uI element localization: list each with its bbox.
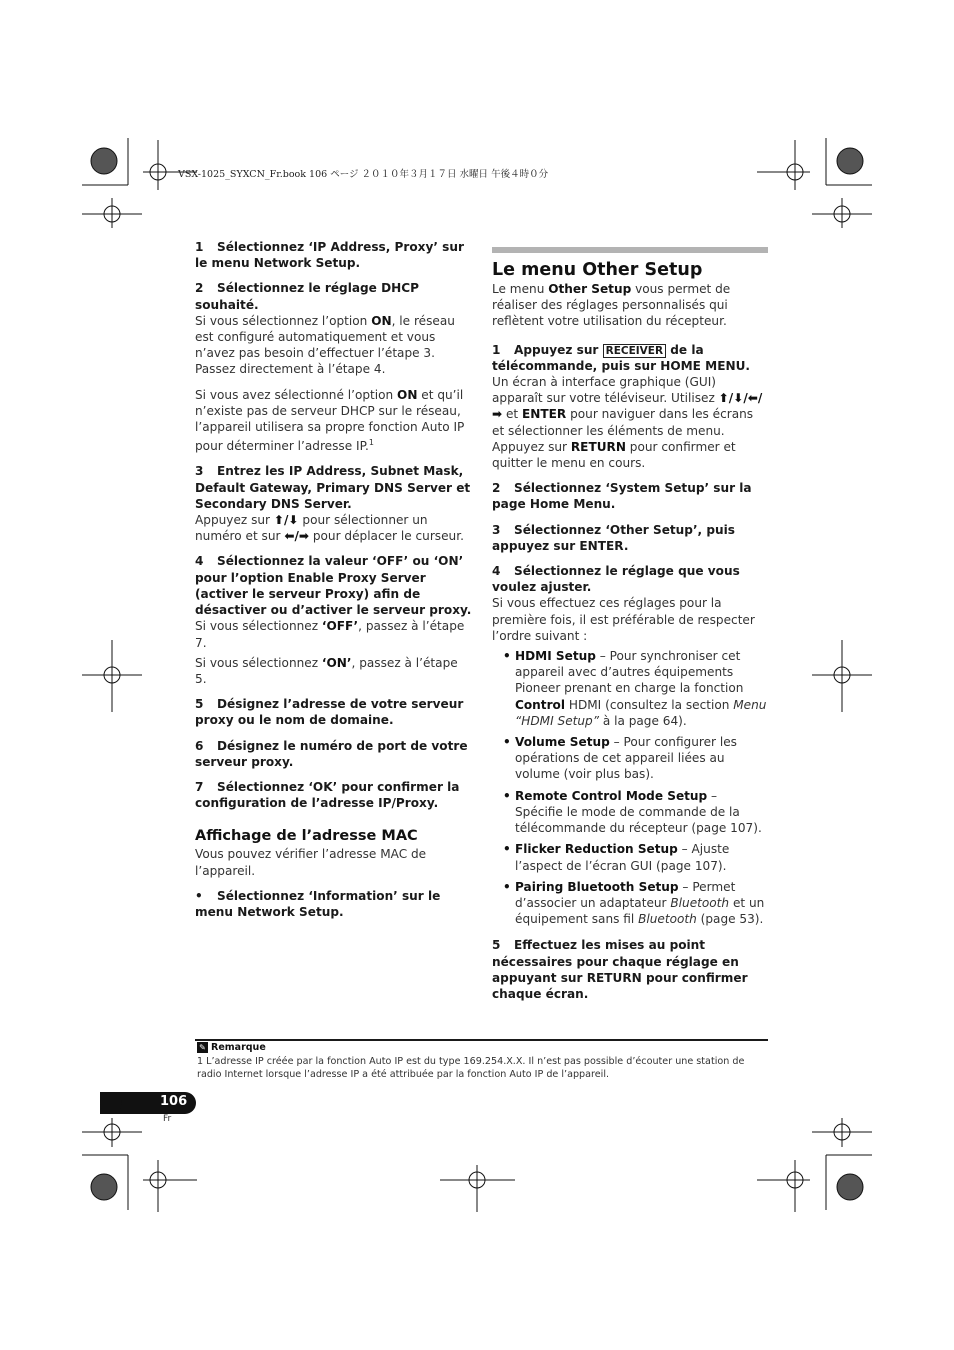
step-4-text: Si vous effectuez ces réglages pour la première fois, il est préférable de respecter l’ordre suivant : bbox=[492, 596, 755, 643]
mac-text: Vous pouvez vérifier l’adresse MAC de l’appareil. bbox=[195, 847, 427, 878]
step-4: 4 Sélectionnez la valeur ‘OFF’ ou ‘ON’ pour l’option Enable Proxy Server (activer le serveur Proxy) afin de désactiver ou d’activer le serveur proxy. bbox=[195, 554, 472, 618]
step-2: 2 Sélectionnez le réglage DHCP souhaité. bbox=[195, 281, 419, 312]
footnote-text: 1 L’adresse IP créée par la fonction Auto IP est du type 169.254.X.X. Il n’est pas possible d’écouter une station de radio Internet lorsque l’adresse IP a été attribuée par la fonction Auto IP de l’appareil. bbox=[197, 1056, 745, 1080]
step-4: 4 Sélectionnez le réglage que vous voulez ajuster. bbox=[492, 564, 740, 595]
intro-text: Le menu Other Setup vous permet de réaliser des réglages personnalisés qui reflètent votre utilisation du récepteur. bbox=[492, 282, 731, 329]
step-1: 1 Appuyez sur RECEIVER de la télécommande, puis sur HOME MENU. bbox=[492, 342, 750, 373]
step-3-text: Appuyez sur ⬆/⬇ pour sélectionner un numéro et sur ⬅/➡ pour déplacer le curseur. bbox=[195, 513, 464, 544]
mac-step: • Sélectionnez ‘Information’ sur le menu Network Setup. bbox=[195, 888, 441, 919]
page-number: 106 bbox=[160, 1094, 188, 1109]
list-item-remote-control-mode-setup: • Remote Control Mode Setup – Spécifie le mode de commande de la télécommande du récepteur (page 107). bbox=[503, 788, 762, 836]
list-item-volume-setup: • Volume Setup – Pour configurer les opérations de cet appareil liées au volume (voir plus bas). bbox=[503, 735, 737, 782]
list-item-hdmi-setup: • HDMI Setup – Pour synchroniser cet appareil avec d’autres équipements Pioneer prenant en charge la fonction Control HDMI (consultez la section Menu “HDMI Setup” à la page 64). bbox=[503, 649, 767, 728]
section-title: Le menu Other Setup bbox=[492, 260, 703, 280]
setup-order-list bbox=[492, 648, 768, 927]
step-6: 6 Désignez le numéro de port de votre serveur proxy. bbox=[195, 738, 468, 769]
direction-arrows-icon: ⬆/⬇/⬅/➡ bbox=[492, 391, 763, 422]
step-2-text-2: Si vous avez sélectionné l’option ON et qu’il n’existe pas de serveur DHCP sur le réseau, l’appareil utilisera sa propre fonction Auto IP pour déterminer l’adresse IP.$^1$ bbox=[195, 387, 465, 454]
list-item-flicker-reduction-setup: • Flicker Reduction Setup – Ajuste l’aspect de l’écran GUI (page 107). bbox=[503, 842, 730, 873]
left-right-arrows-icon: ⬅/➡ bbox=[284, 529, 309, 544]
note-divider bbox=[195, 1039, 768, 1041]
title-bar bbox=[492, 247, 768, 253]
step-4-on: Si vous sélectionnez ‘ON’, passez à l’étape 5. bbox=[195, 655, 458, 686]
left-column bbox=[195, 239, 473, 920]
step-1: 1 Sélectionnez ‘IP Address, Proxy’ sur le menu Network Setup. bbox=[195, 240, 464, 271]
mac-heading: Affichage de l’adresse MAC bbox=[195, 828, 418, 845]
note-heading: ✎ Remarque bbox=[197, 1042, 266, 1053]
step-7: 7 Sélectionnez ‘OK’ pour confirmer la configuration de l’adresse IP/Proxy. bbox=[195, 779, 460, 811]
page-language: Fr bbox=[163, 1114, 172, 1124]
step-5: 5 Désignez l’adresse de votre serveur proxy ou le nom de domaine. bbox=[195, 697, 464, 728]
step-3: 3 Entrez les IP Address, Subnet Mask, Default Gateway, Primary DNS Server et Secondary DNS Server. bbox=[195, 464, 471, 511]
step-2-text-1: Si vous sélectionnez l’option ON, le réseau est configuré automatiquement et vous n’avez pas besoin d’effectuer l’étape 3. Passez directement à l’étape 4. bbox=[195, 313, 455, 377]
step-2: 2 Sélectionnez ‘System Setup’ sur la page Home Menu. bbox=[492, 481, 752, 512]
footnote-ref: 1 bbox=[368, 438, 374, 448]
step-1-text: Un écran à interface graphique (GUI) apparaît sur votre téléviseur. Utilisez ⬆/⬇/⬅/➡ et ENTER pour naviguer dans les écrans et sélectionner les éléments de menu. Appuyez sur RETURN pour confirmer et quitter le menu en cours. bbox=[492, 375, 763, 471]
step-5: 5 Effectuez les mises au point nécessaires pour chaque réglage en appuyant sur RETURN pour confirmer chaque écran. bbox=[492, 938, 748, 1001]
receiver-key: RECEIVER bbox=[603, 344, 666, 358]
print-header: VSX-1025_SYXCN_Fr.book 106 ページ ２０１０年３月１７日 水曜日 午後４時０分 bbox=[178, 169, 549, 180]
up-down-arrows-icon: ⬆/⬇ bbox=[273, 513, 299, 528]
note-pencil-icon: ✎ bbox=[197, 1042, 208, 1053]
step-3: 3 Sélectionnez ‘Other Setup’, puis appuyez sur ENTER. bbox=[492, 522, 735, 553]
step-4-off: Si vous sélectionnez ‘OFF’, passez à l’étape 7. bbox=[195, 619, 465, 650]
list-item-pairing-bluetooth-setup: • Pairing Bluetooth Setup – Permet d’associer un adaptateur Bluetooth et un équipement sans fil Bluetooth (page 53). bbox=[503, 879, 765, 927]
right-column bbox=[492, 247, 768, 1002]
